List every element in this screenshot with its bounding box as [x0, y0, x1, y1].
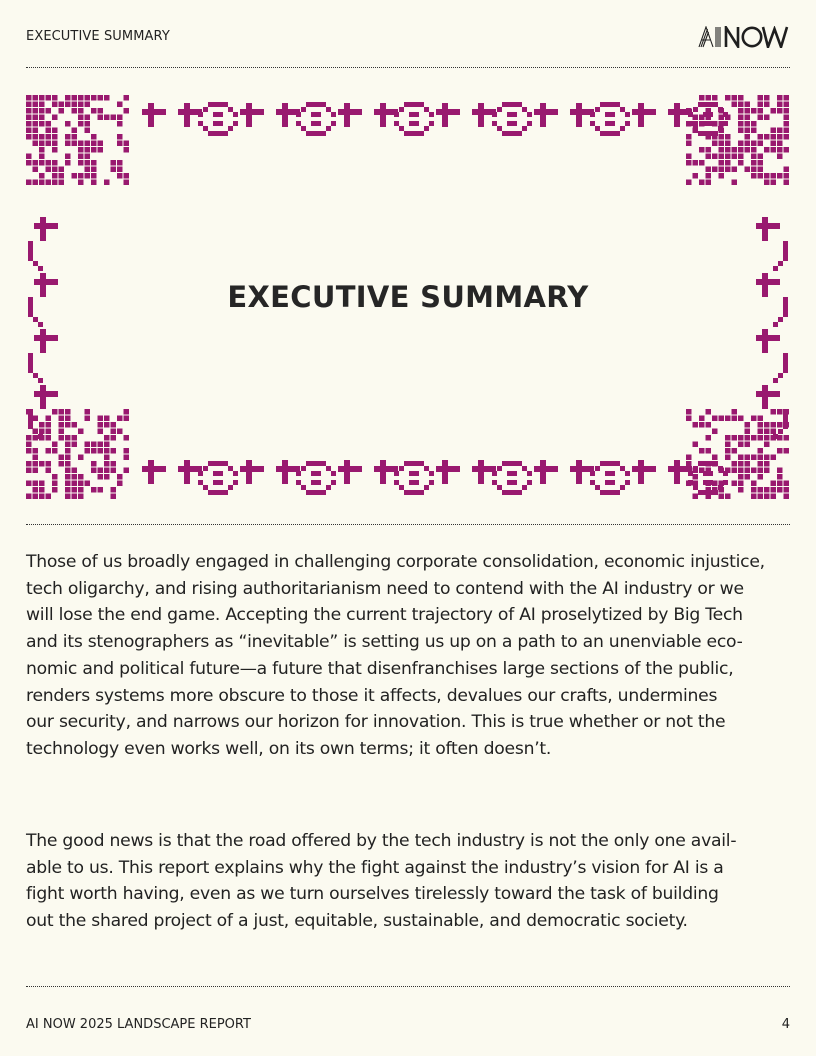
header-divider — [26, 67, 790, 68]
paragraph-line: technology even works well, on its own terms; it often doesn’t. — [26, 738, 552, 759]
paragraph-line: and its stenographers as “inevitable” is setting us up on a path to an unenviable eco- — [26, 632, 743, 653]
paragraph-line: The good news is that the road offered by the tech industry is not the only one avail- — [26, 831, 737, 851]
paragraph-line: will lose the end game. Accepting the current trajectory of AI proselytized by Big Tech — [26, 605, 743, 626]
paragraph-line: renders systems more obscure to those it affects, devalues our crafts, undermines — [26, 685, 718, 706]
page-number: 4 — [781, 1017, 790, 1032]
banner-bottom-divider — [26, 524, 790, 525]
banner-title: EXECUTIVE SUMMARY — [227, 280, 589, 314]
paragraph-line: able to us. This report explains why the fight against the industry’s vision for AI is a — [26, 857, 724, 878]
paragraph-line: our security, and narrows our horizon for innovation. This is true whether or not the — [26, 712, 726, 733]
paragraph-line: out the shared project of a just, equitable, sustainable, and democratic society. — [26, 911, 688, 932]
paragraph-line: tech oligarchy, and rising authoritarianism need to contend with the AI industry or we — [26, 578, 744, 599]
paragraph-line: nomic and political future—a future that disenfranchises large sections of the public, — [26, 658, 734, 679]
paragraph-2 — [26, 828, 790, 935]
ai-now-logo — [698, 26, 789, 48]
paragraph-1 — [26, 549, 790, 763]
report-title-footer: AI NOW 2025 LANDSCAPE REPORT — [26, 1017, 251, 1032]
title-banner — [26, 95, 790, 500]
paragraph-line: fight worth having, even as we turn ourselves tirelessly toward the task of building — [26, 884, 719, 905]
running-header: EXECUTIVE SUMMARY — [26, 29, 170, 44]
footer-divider — [26, 986, 790, 987]
paragraph-line: Those of us broadly engaged in challenging corporate consolidation, economic injustice, — [26, 552, 765, 572]
